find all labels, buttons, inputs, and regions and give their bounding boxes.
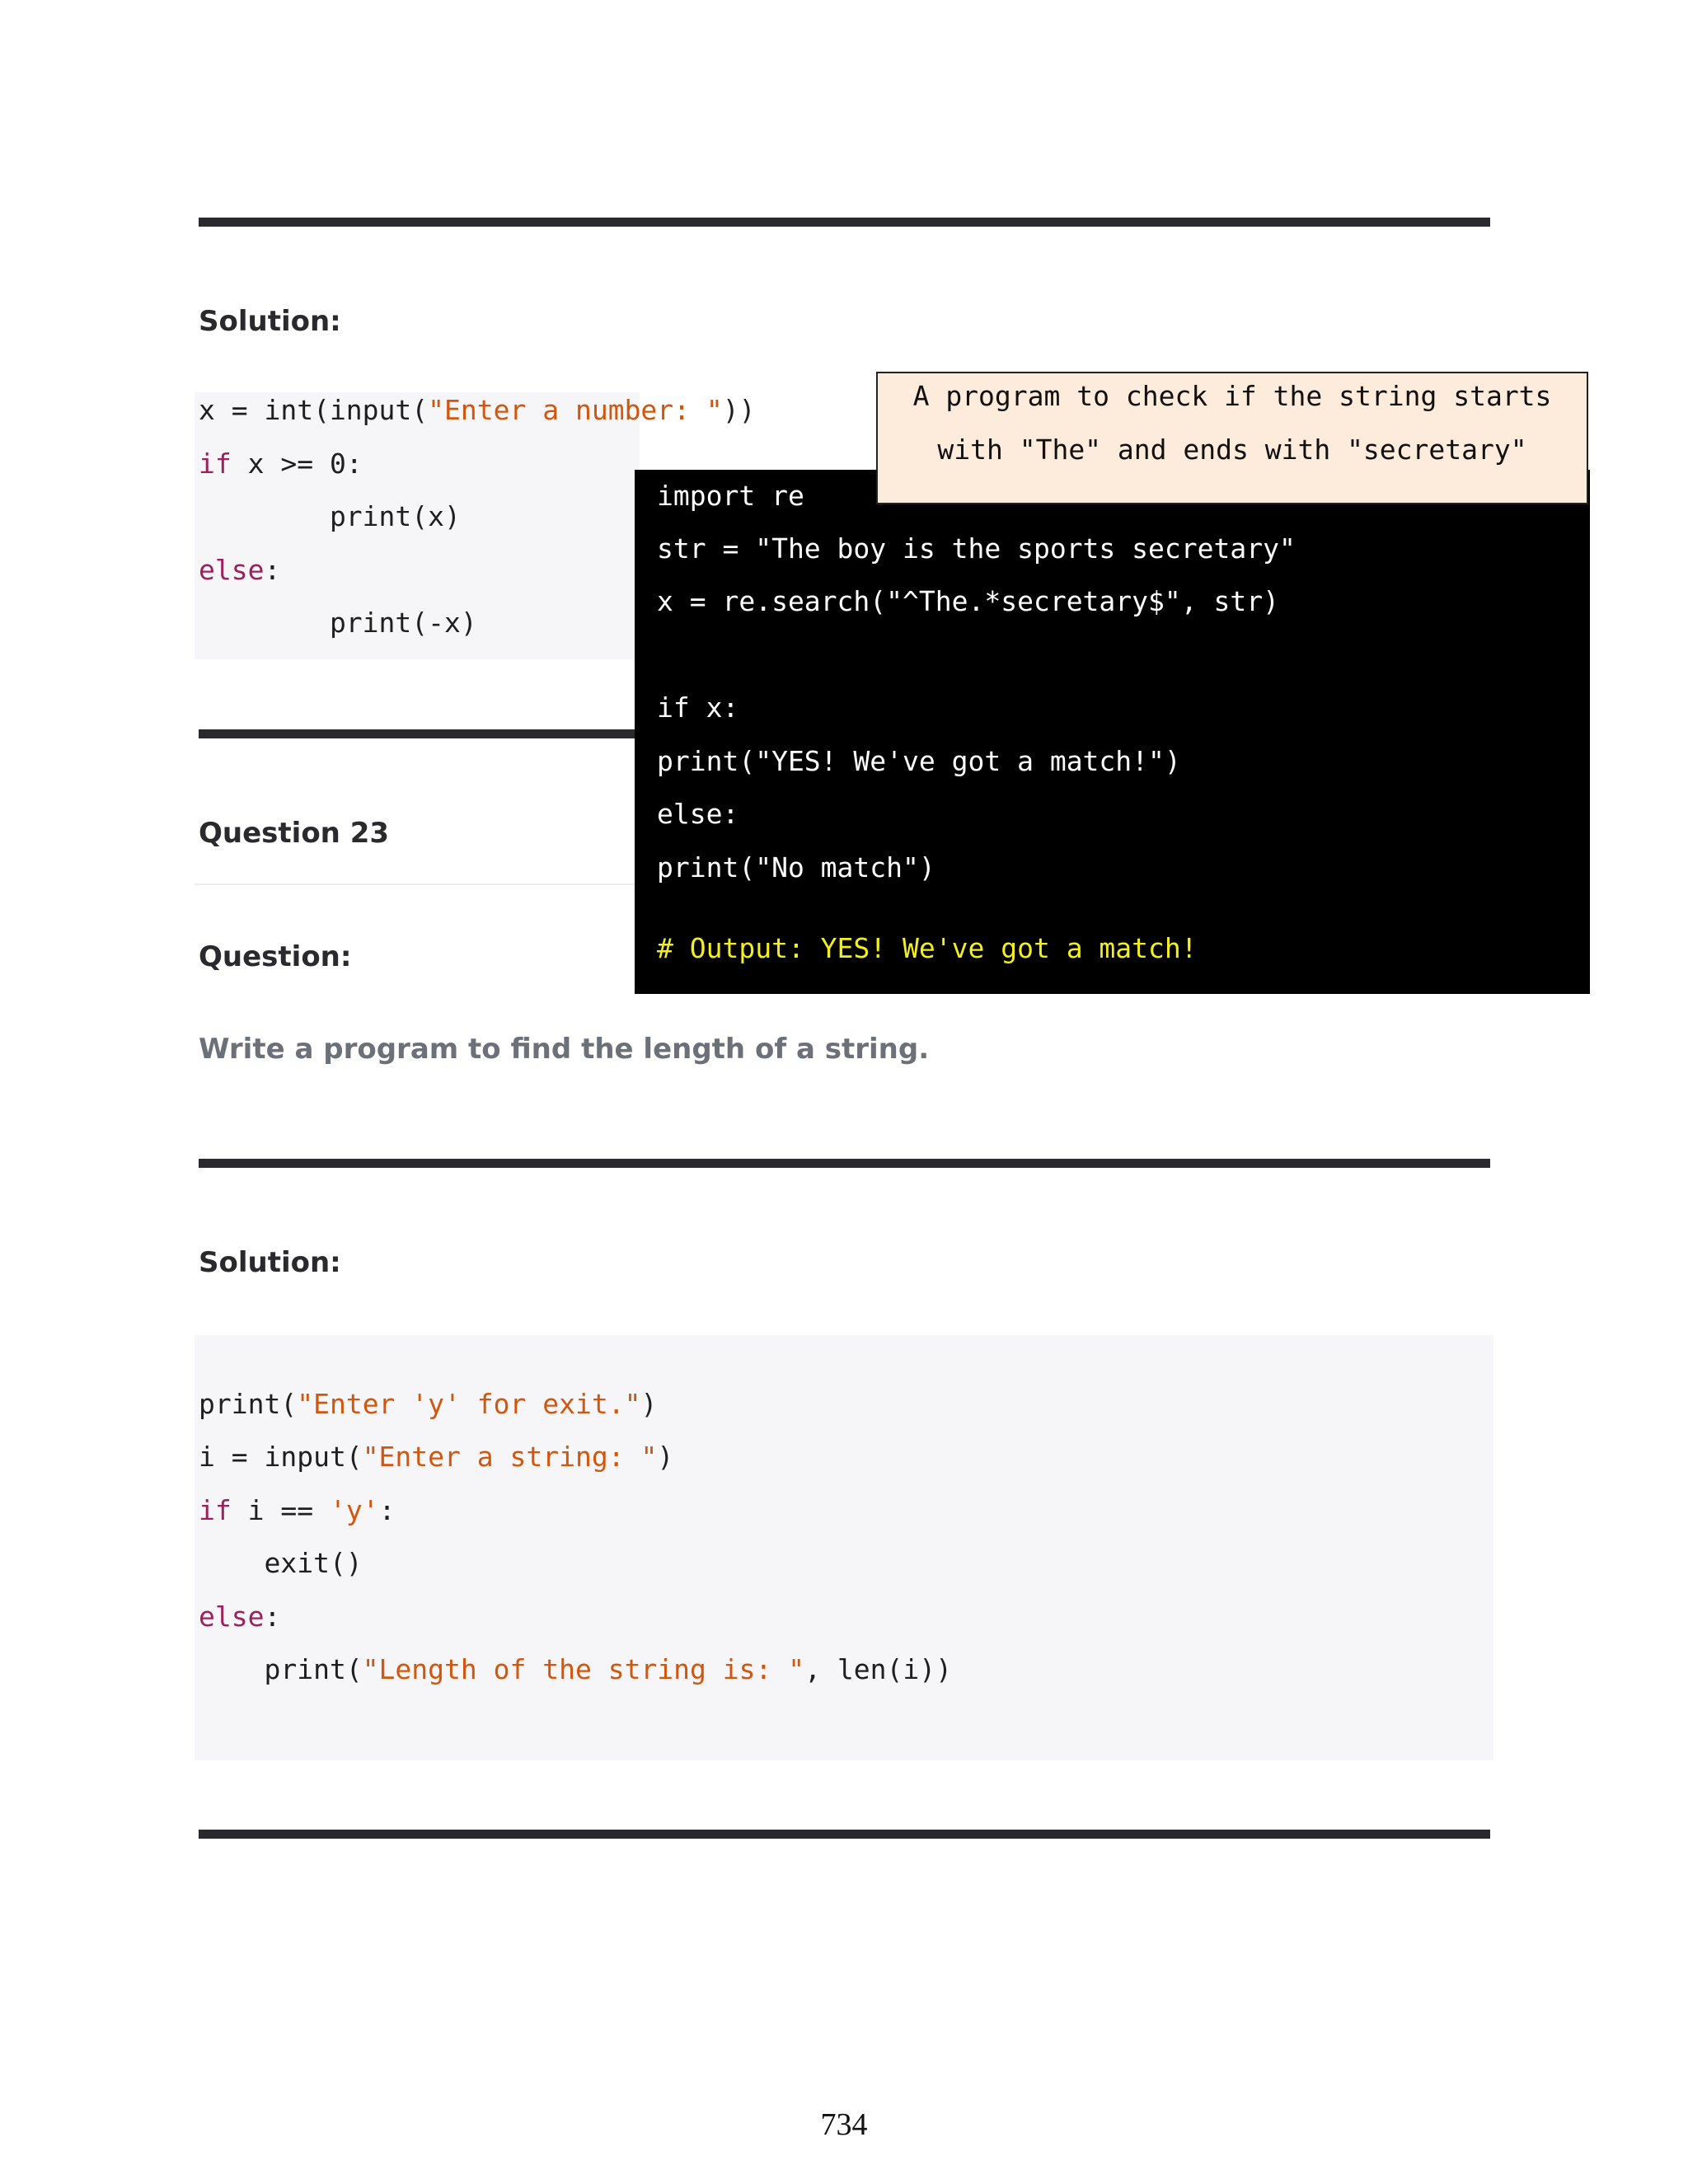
divider-thin (195, 883, 640, 885)
code-line: else: (199, 1601, 281, 1633)
overlay-output-line: # Output: YES! We've got a match! (657, 932, 1198, 964)
overlay-note (876, 372, 1588, 504)
question-label: Question: (199, 940, 352, 973)
overlay-code-line: if x: (657, 691, 739, 724)
code-line: print("Length of the string is: ", len(i)) (199, 1653, 952, 1685)
overlay-code-line: print("YES! We've got a match!") (657, 745, 1181, 777)
divider-lower (199, 1159, 1490, 1168)
code-line: print(x) (199, 500, 461, 532)
solution-heading: Solution: (199, 1246, 341, 1279)
note-line: with "The" and ends with "secretary" (937, 434, 1527, 466)
code-line: i = input("Enter a string: ") (199, 1441, 674, 1473)
overlay-code-line: import re (657, 480, 804, 512)
note-line: A program to check if the string starts (912, 380, 1552, 412)
overlay-code-line: else: (657, 798, 739, 830)
page-number: 734 (820, 2107, 868, 2142)
code-line: exit() (199, 1547, 363, 1579)
code-line: else: (199, 554, 281, 586)
overlay-code-line: print("No match") (657, 851, 935, 883)
overlay-code-line: str = "The boy is the sports secretary" (657, 532, 1296, 565)
code-line: print(-x) (199, 607, 477, 639)
question-text: Write a program to find the length of a string. (199, 1033, 930, 1066)
code-line: if x >= 0: (199, 448, 363, 480)
code-line: if i == 'y': (199, 1494, 396, 1526)
divider-bottom (199, 1830, 1490, 1839)
code-line: x = int(input("Enter a number: ")) (199, 394, 756, 426)
divider-top (199, 218, 1490, 227)
code-line: print("Enter 'y' for exit.") (199, 1388, 658, 1420)
overlay-code-line: x = re.search("^The.*secretary$", str) (657, 585, 1279, 617)
solution-heading: Solution: (199, 305, 341, 338)
question-title: Question 23 (199, 817, 390, 850)
